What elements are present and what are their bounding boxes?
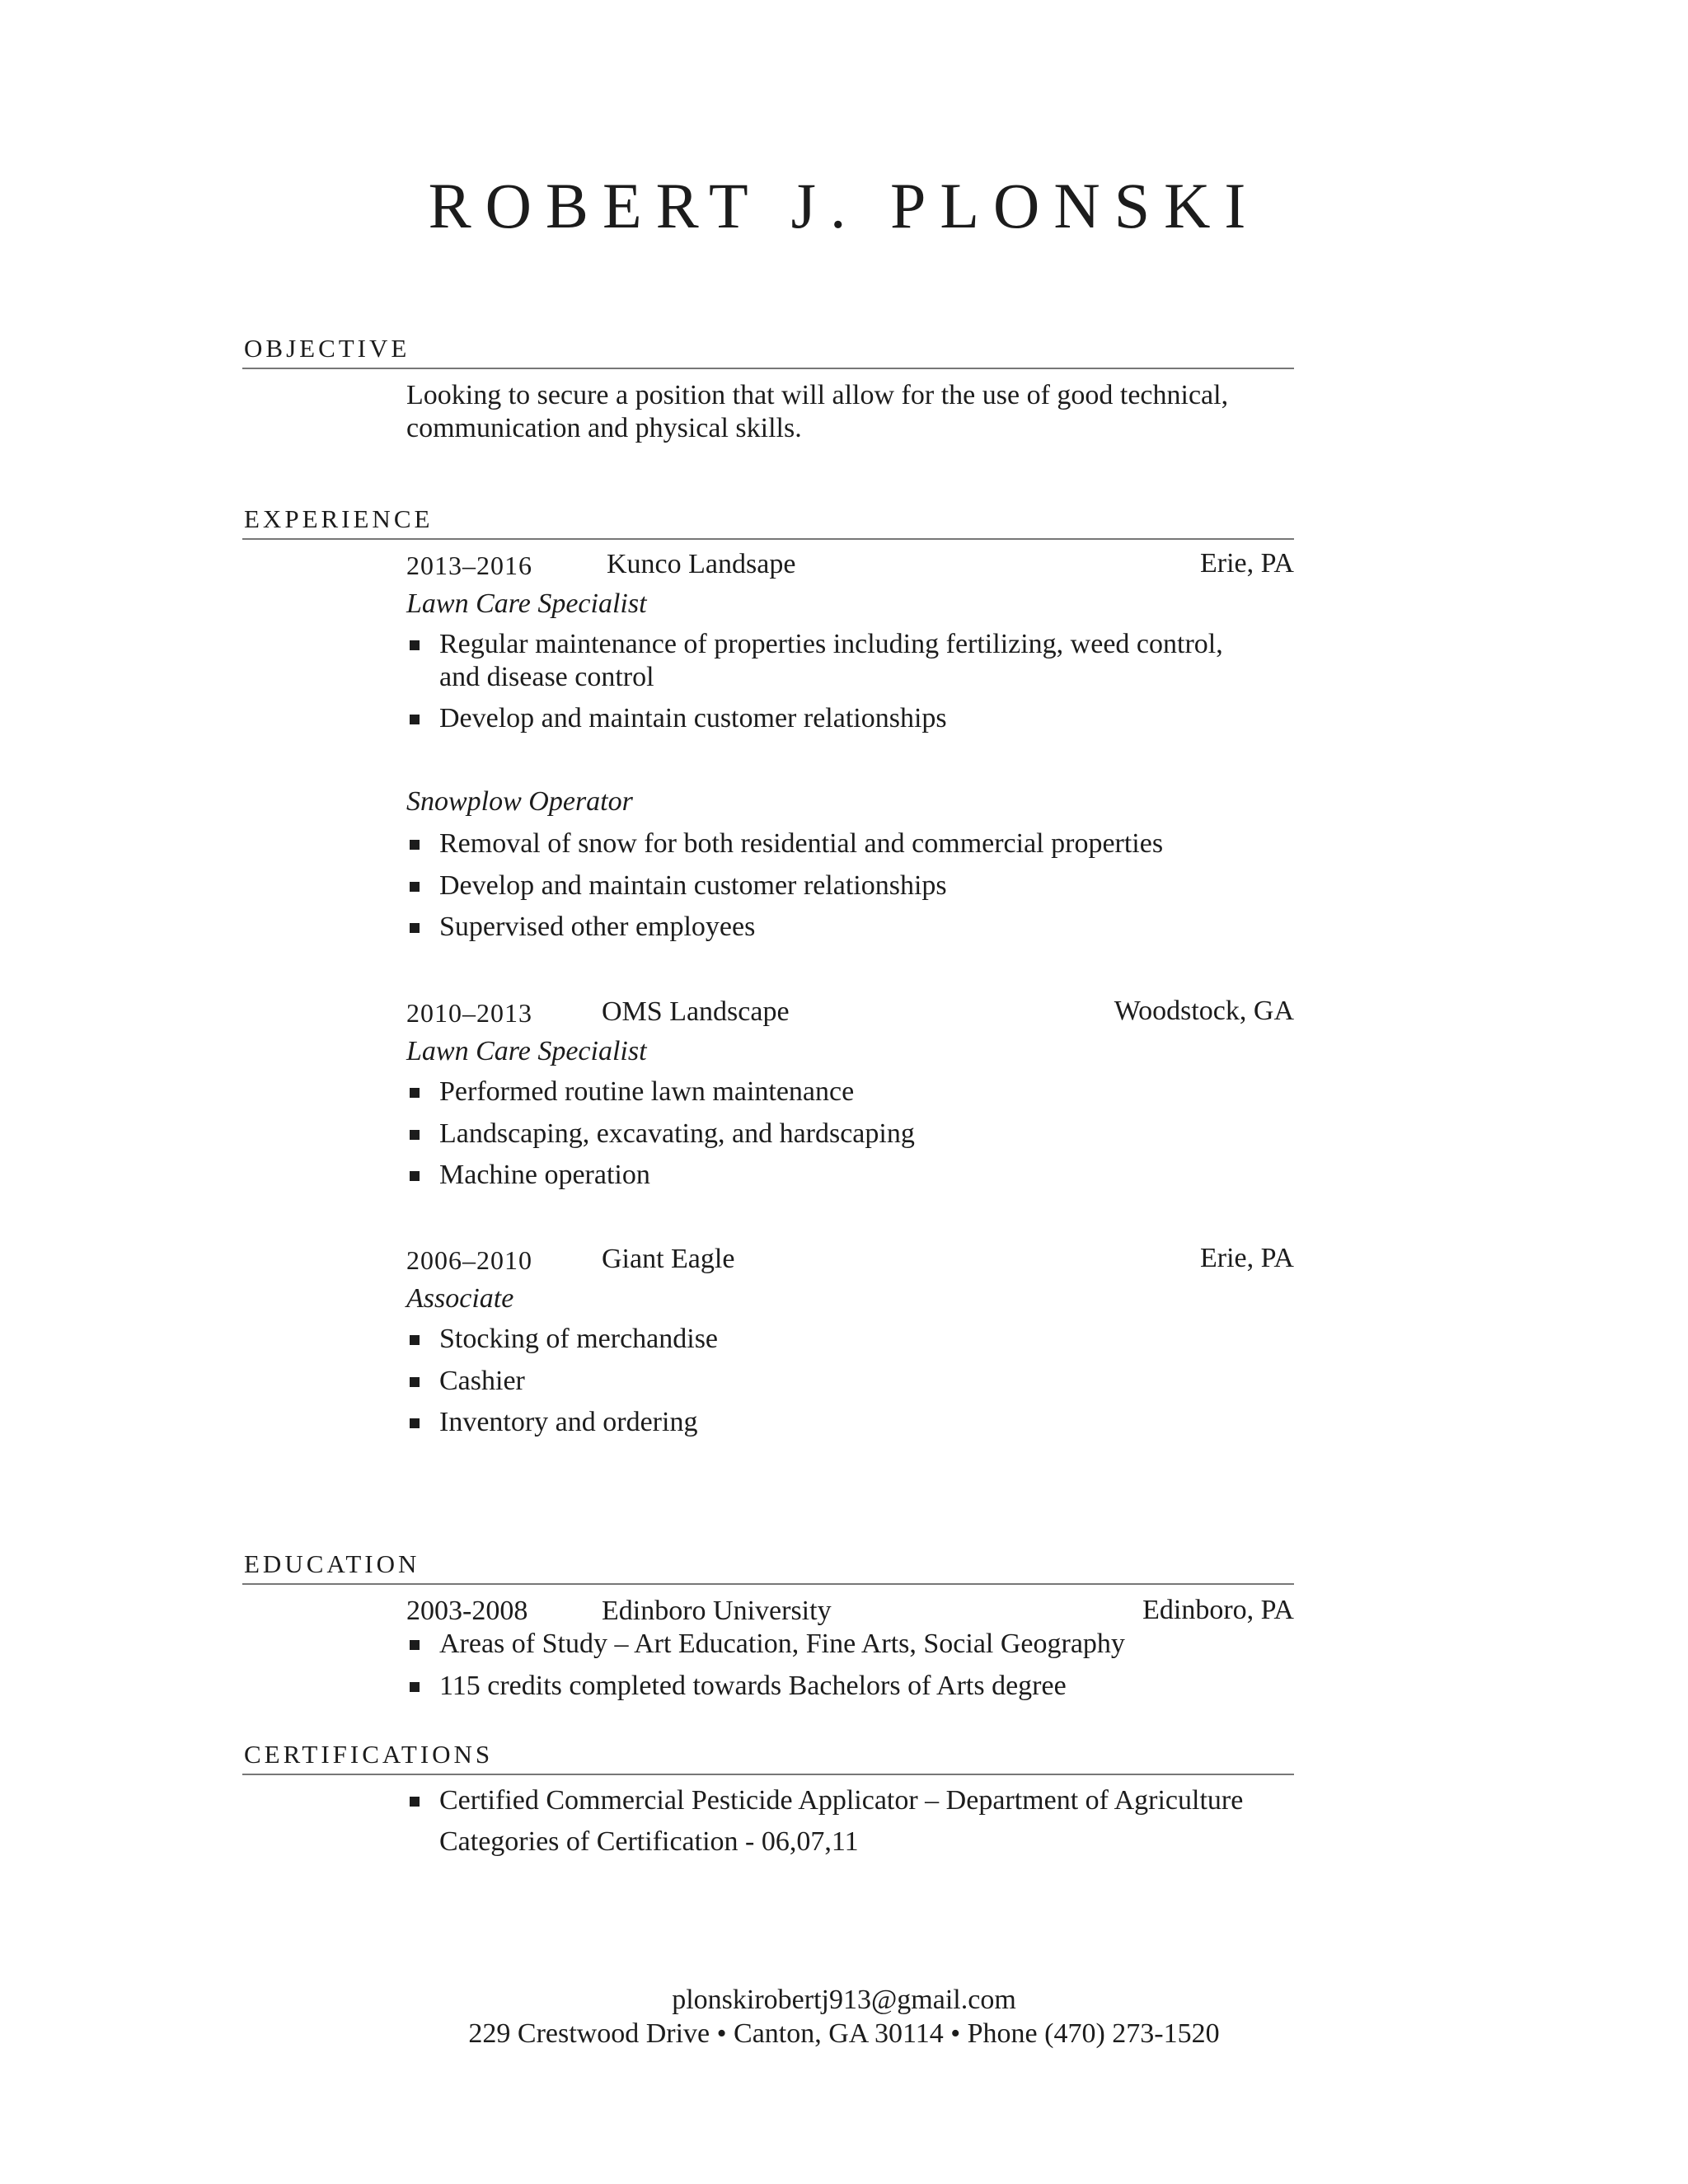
job-1-role-2-bullet-3: Supervised other employees <box>439 912 756 942</box>
job-1-role-2-bullet-2: Develop and maintain customer relationships <box>439 870 947 901</box>
objective-heading: OBJECTIVE <box>244 334 410 363</box>
bullet-marker <box>410 1335 420 1345</box>
bullet-marker <box>410 1418 420 1428</box>
bullet-marker <box>410 640 420 650</box>
education-heading: EDUCATION <box>244 1549 420 1578</box>
job-2-employer: OMS Landscape <box>602 996 790 1027</box>
job-3-role-1-bullet-1: Stocking of merchandise <box>439 1324 719 1354</box>
bullet-marker <box>410 1088 420 1098</box>
bullet-marker <box>410 715 420 724</box>
experience-heading: EXPERIENCE <box>244 504 434 533</box>
job-1-role-1-bullet-1-line-1: Regular maintenance of properties including fertilizing, weed control, <box>439 629 1223 659</box>
objective-text-line-1: Looking to secure a position that will allow for the use of good technical, <box>406 380 1229 410</box>
contact-email[interactable]: plonskirobertj913@gmail.com <box>672 1985 1016 2015</box>
education-dates: 2003-2008 <box>406 1596 528 1626</box>
job-2-role-1-bullet-3: Machine operation <box>439 1160 650 1190</box>
certification-categories: Categories of Certification - 06,07,11 <box>439 1826 859 1857</box>
bullet-marker <box>410 923 420 933</box>
job-2-location: Woodstock, GA <box>1114 996 1294 1026</box>
bullet-marker <box>410 1130 420 1140</box>
bullet-marker <box>410 1797 420 1807</box>
job-1-dates: 2013–2016 <box>406 551 532 580</box>
education-divider <box>242 1583 1294 1585</box>
resume-name: ROBERT J. PLONSKI <box>428 170 1260 241</box>
job-1-role-1-bullet-2: Develop and maintain customer relationships <box>439 703 947 733</box>
job-1-role-1-bullet-1-line-2: and disease control <box>439 662 654 692</box>
job-3-dates: 2006–2010 <box>406 1245 532 1275</box>
job-1-employer: Kunco Landsape <box>607 549 796 579</box>
objective-text-line-2: communication and physical skills. <box>406 413 802 443</box>
certification-item: Certified Commercial Pesticide Applicator – Department of Agriculture <box>439 1785 1244 1816</box>
job-3-employer: Giant Eagle <box>602 1244 735 1274</box>
bullet-marker <box>410 882 420 892</box>
education-school: Edinboro University <box>602 1596 832 1626</box>
job-2-role-1-title: Lawn Care Specialist <box>406 1036 647 1066</box>
job-1-role-2-title: Snowplow Operator <box>406 786 633 817</box>
bullet-marker <box>410 1682 420 1692</box>
bullet-marker <box>410 840 420 850</box>
job-1-location: Erie, PA <box>1200 548 1294 579</box>
job-1-role-2-bullet-1: Removal of snow for both residential and commercial properties <box>439 828 1164 859</box>
education-location: Edinboro, PA <box>1142 1595 1294 1625</box>
contact-address-phone: 229 Crestwood Drive • Canton, GA 30114 • Phone (470) 273-1520 <box>468 2018 1220 2049</box>
job-2-role-1-bullet-2: Landscaping, excavating, and hardscaping <box>439 1118 915 1149</box>
job-3-role-1-bullet-3: Inventory and ordering <box>439 1407 698 1437</box>
bullet-marker <box>410 1377 420 1387</box>
job-2-role-1-bullet-1: Performed routine lawn maintenance <box>439 1076 855 1107</box>
job-3-role-1-bullet-2: Cashier <box>439 1366 525 1396</box>
bullet-marker <box>410 1171 420 1181</box>
job-2-dates: 2010–2013 <box>406 998 532 1028</box>
job-1-role-1-title: Lawn Care Specialist <box>406 588 647 619</box>
job-3-location: Erie, PA <box>1200 1243 1294 1273</box>
objective-divider <box>242 368 1294 369</box>
experience-divider <box>242 538 1294 540</box>
job-3-role-1-title: Associate <box>406 1283 514 1314</box>
education-bullet-1: Areas of Study – Art Education, Fine Arts, Social Geography <box>439 1629 1125 1659</box>
certifications-heading: CERTIFICATIONS <box>244 1740 494 1769</box>
education-bullet-2: 115 credits completed towards Bachelors of Arts degree <box>439 1671 1067 1701</box>
certifications-divider <box>242 1774 1294 1775</box>
bullet-marker <box>410 1640 420 1650</box>
